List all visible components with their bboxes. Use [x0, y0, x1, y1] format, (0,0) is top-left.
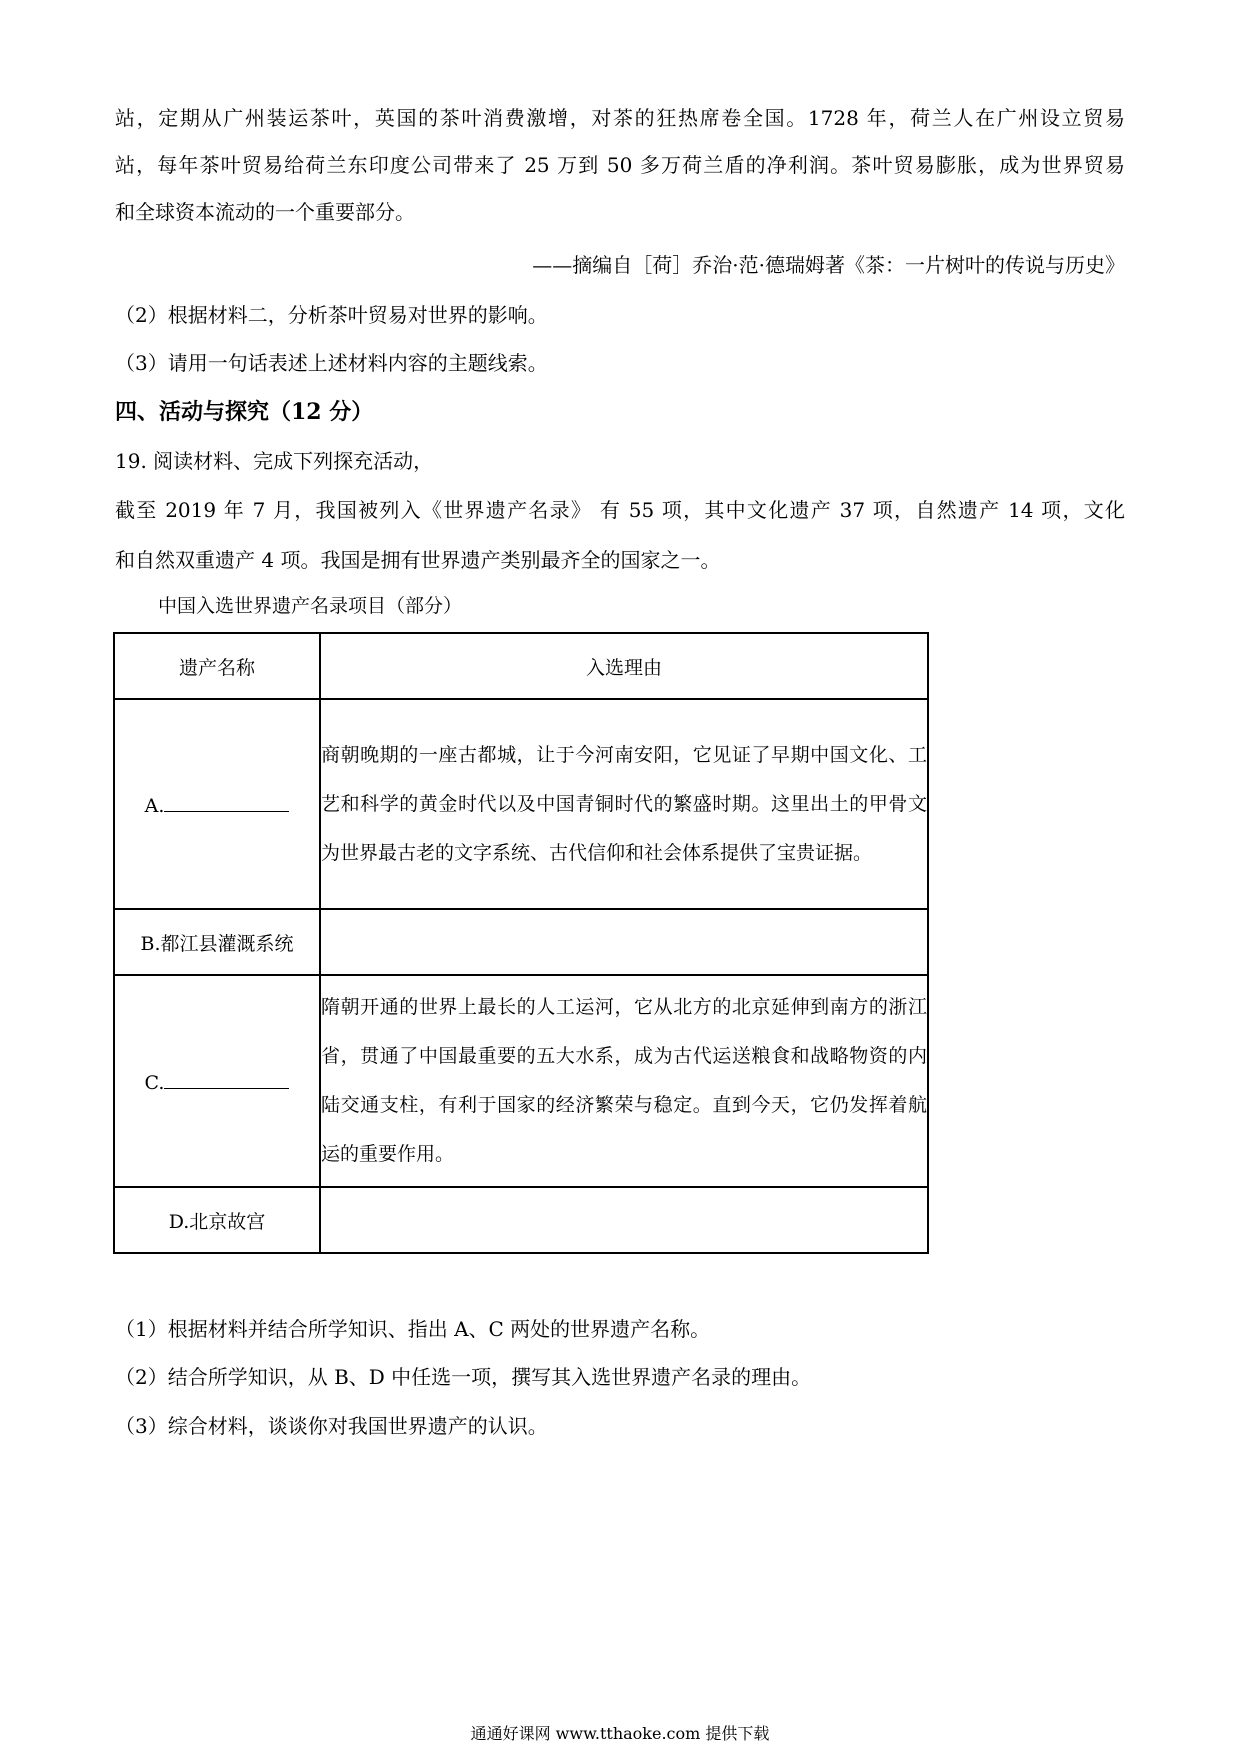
- material-text-line-1: 站，定期从广州装运茶叶，英国的茶叶消费激增，对茶的狂热席卷全国。1728 年，荷兰人在广州设立贸易: [115, 106, 1125, 130]
- page-footer: 通通好课网 www.tthaoke.com 提供下载: [470, 1724, 770, 1743]
- q18-subquestion-2: （2）根据材料二，分析茶叶贸易对世界的影响。: [115, 303, 548, 327]
- header-selection-reason: 入选理由: [320, 633, 928, 699]
- table-row: [114, 975, 928, 1187]
- answer-blank: [164, 791, 289, 812]
- q19-subquestion-2: （2）结合所学知识，从 B、D 中任选一项，撰写其入选世界遗产名录的理由。: [115, 1365, 812, 1389]
- heritage-name-cell: [114, 699, 320, 909]
- material-source-citation: ——摘编自［荷］乔治·范·德瑞姆著《茶：一片树叶的传说与历史》: [532, 253, 1125, 277]
- material-text-line-3: 和全球资本流动的一个重要部分。: [115, 200, 415, 224]
- material-text-line-2: 站，每年茶叶贸易给荷兰东印度公司带来了 25 万到 50 多万荷兰盾的净利润。茶叶贸易膨胀，成为世界贸易: [115, 153, 1125, 177]
- q19-intro: 19. 阅读材料、完成下列探充活动，: [115, 449, 434, 473]
- heritage-name-label: A.: [144, 795, 165, 817]
- table-row: [114, 909, 928, 975]
- answer-blank: [164, 1068, 289, 1089]
- q19-paragraph-line-1: 截至 2019 年 7 月，我国被列入《世界遗产名录》 有 55 项，其中文化遗产 37 项，自然遗产 14 项，文化: [115, 498, 1125, 522]
- heritage-name-cell: B.都江县灌溉系统: [114, 909, 320, 975]
- table-header-row: [114, 633, 928, 699]
- q19-subquestion-1: （1）根据材料并结合所学知识、指出 A、C 两处的世界遗产名称。: [115, 1317, 711, 1341]
- heritage-name-label: C.: [144, 1072, 165, 1094]
- reason-cell: [320, 1187, 928, 1253]
- heritage-name-cell: D.北京故宫: [114, 1187, 320, 1253]
- reason-cell: 商朝晚期的一座古都城，让于今河南安阳，它见证了早期中国文化、工艺和科学的黄金时代以及中国青铜时代的繁盛时期。这里出土的甲骨文为世界最古老的文字系统、古代信仰和社会体系提供了宝贵证据。: [320, 699, 928, 909]
- section-heading: 四、活动与探究（12 分）: [115, 399, 374, 425]
- q19-subquestion-3: （3）综合材料，谈谈你对我国世界遗产的认识。: [115, 1414, 548, 1438]
- table-row: [114, 1187, 928, 1253]
- header-heritage-name: 遗产名称: [114, 633, 320, 699]
- heritage-table: [113, 632, 929, 1254]
- table-row: [114, 699, 928, 909]
- reason-cell: 隋朝开通的世界上最长的人工运河，它从北方的北京延伸到南方的浙江省，贯通了中国最重要的五大水系，成为古代运送粮食和战略物资的内陆交通支柱，有利于国家的经济繁荣与稳定。直到今天，它仍发挥着航运的重要作用。: [320, 975, 928, 1187]
- table-caption: 中国入选世界遗产名录项目（部分）: [158, 595, 463, 617]
- q18-subquestion-3: （3）请用一句话表述上述材料内容的主题线索。: [115, 351, 548, 375]
- reason-cell: [320, 909, 928, 975]
- q19-paragraph-line-2: 和自然双重遗产 4 项。我国是拥有世界遗产类别最齐全的国家之一。: [115, 548, 721, 572]
- heritage-name-cell: [114, 975, 320, 1187]
